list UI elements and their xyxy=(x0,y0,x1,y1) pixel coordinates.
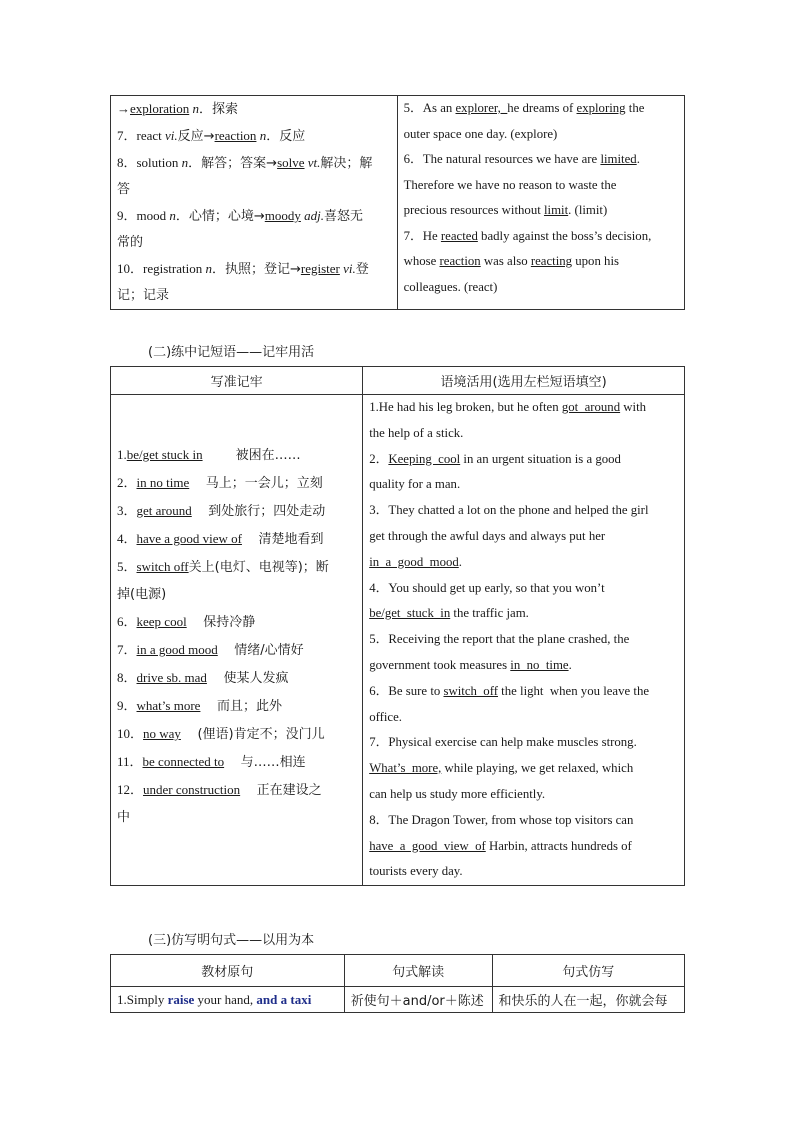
context-line: government took measures in no time. xyxy=(369,657,572,672)
context-line: 2．Keeping cool in an urgent situation is a good xyxy=(369,451,621,466)
exercise-line: 5．As an explorer,_he dreams of exploring the xyxy=(403,101,645,115)
phrase-line: 11．be connected to 与……相连 xyxy=(117,754,306,770)
context-line: quality for a man. xyxy=(369,477,461,492)
exercise-line: 6．The natural resources we have are limited. xyxy=(403,152,640,166)
context-line: in a good mood. xyxy=(369,554,462,569)
context-line: 5．Receiving the report that the plane crashed, the xyxy=(369,632,630,647)
context-line: What’s more, while playing, we get relaxed, which xyxy=(369,761,634,776)
context-line: 1.He had his leg broken, but he often got around with xyxy=(369,400,647,414)
context-line: 4．You should get up early, so that you won’t xyxy=(369,580,605,595)
vocab-line: 常的 xyxy=(117,235,144,250)
vocab-left-cell xyxy=(111,96,398,310)
exercise-line: precious resources without limit. (limit) xyxy=(403,203,608,217)
context-line: have a good view of Harbin, attracts hundreds of xyxy=(369,838,632,853)
exercise-line: 7．He reacted badly against the boss’s decision, xyxy=(403,228,652,243)
exercise-line: outer space one day. (explore) xyxy=(403,126,558,141)
context-line: 7．Physical exercise can help make muscles strong. xyxy=(369,735,637,750)
phrase-right-cell xyxy=(363,395,685,886)
exercise-line: whose reaction was also reacting upon his xyxy=(403,254,619,268)
vocab-right-cell xyxy=(397,96,684,310)
phrase-line: 6．keep cool 保持冷静 xyxy=(117,614,256,630)
phrase-header-left: 写准记牢 xyxy=(111,367,363,395)
phrase-line: 5．switch off关上(电灯、电视等)；断 xyxy=(117,559,329,575)
section-title: (二)练中记短语——记牢用活 xyxy=(148,345,315,360)
phrase-table xyxy=(110,366,685,886)
phrase-line: 8．drive sb. mad 使某人发疯 xyxy=(117,670,289,686)
sentence-analysis-cell: 祈使句＋and/or＋陈述 xyxy=(344,987,492,1013)
sentence-table xyxy=(110,954,685,1013)
exercise-line: Therefore we have no reason to waste the xyxy=(403,177,617,192)
vocab-table xyxy=(110,95,685,310)
context-line: 6．Be sure to switch off the light when you leave the xyxy=(369,683,650,698)
section-title: (三)仿写明句式——以用为本 xyxy=(148,933,315,948)
phrase-line: 10．no way (俚语)肯定不；没门儿 xyxy=(117,726,325,742)
phrase-line: 1.be/get stuck in 被困在…… xyxy=(117,447,301,463)
phrase-header-right: 语境活用(选用左栏短语填空) xyxy=(363,367,685,395)
vocab-line: 答 xyxy=(117,182,131,197)
context-line: can help us study more efficiently. xyxy=(369,786,546,801)
vocab-line: 8．solution n．解答；答案→solve vt.解决；解 xyxy=(117,155,373,171)
vocab-line: →exploration n．探索 xyxy=(117,101,238,117)
context-line: the help of a stick. xyxy=(369,425,464,440)
context-line: 8．The Dragon Tower, from whose top visitors can xyxy=(369,812,634,827)
sentence-header-imitation: 句式仿写 xyxy=(492,955,684,987)
phrase-line: 掉(电源) xyxy=(117,587,167,602)
sentence-header-analysis: 句式解读 xyxy=(344,955,492,987)
context-line: 3．They chatted a lot on the phone and helped the girl xyxy=(369,503,649,518)
vocab-line: 7．react vi.反应→reaction n．反应 xyxy=(117,128,306,144)
phrase-line: 4．have a good view of 清楚地看到 xyxy=(117,531,324,547)
phrase-line: 7．in a good mood 情绪/心情好 xyxy=(117,642,304,658)
phrase-line: 中 xyxy=(117,810,131,825)
context-line: office. xyxy=(369,709,402,724)
vocab-line: 记；记录 xyxy=(117,288,170,303)
phrase-line: 12．under construction 正在建设之 xyxy=(117,782,322,798)
sentence-original-cell: 1.Simply raise your hand, and a taxi xyxy=(111,987,345,1013)
exercise-line: colleagues. (react) xyxy=(403,279,498,294)
phrase-left-cell xyxy=(111,395,363,886)
context-line: get through the awful days and always put her xyxy=(369,528,606,543)
vocab-line: 10．registration n．执照；登记→register vi.登 xyxy=(117,261,369,277)
phrase-line: 2．in no time 马上；一会儿；立刻 xyxy=(117,475,323,491)
phrase-line: 3．get around 到处旅行；四处走动 xyxy=(117,503,326,519)
phrase-line: 9．what’s more 而且；此外 xyxy=(117,698,282,714)
vocab-line: 9．mood n．心情；心境→moody adj.喜怒无 xyxy=(117,208,364,224)
context-line: be/get stuck in the traffic jam. xyxy=(369,606,529,621)
context-line: tourists every day. xyxy=(369,864,463,879)
sentence-header-original: 教材原句 xyxy=(111,955,345,987)
sentence-imitation-cell: 和快乐的人在一起，你就会每 xyxy=(492,987,684,1013)
